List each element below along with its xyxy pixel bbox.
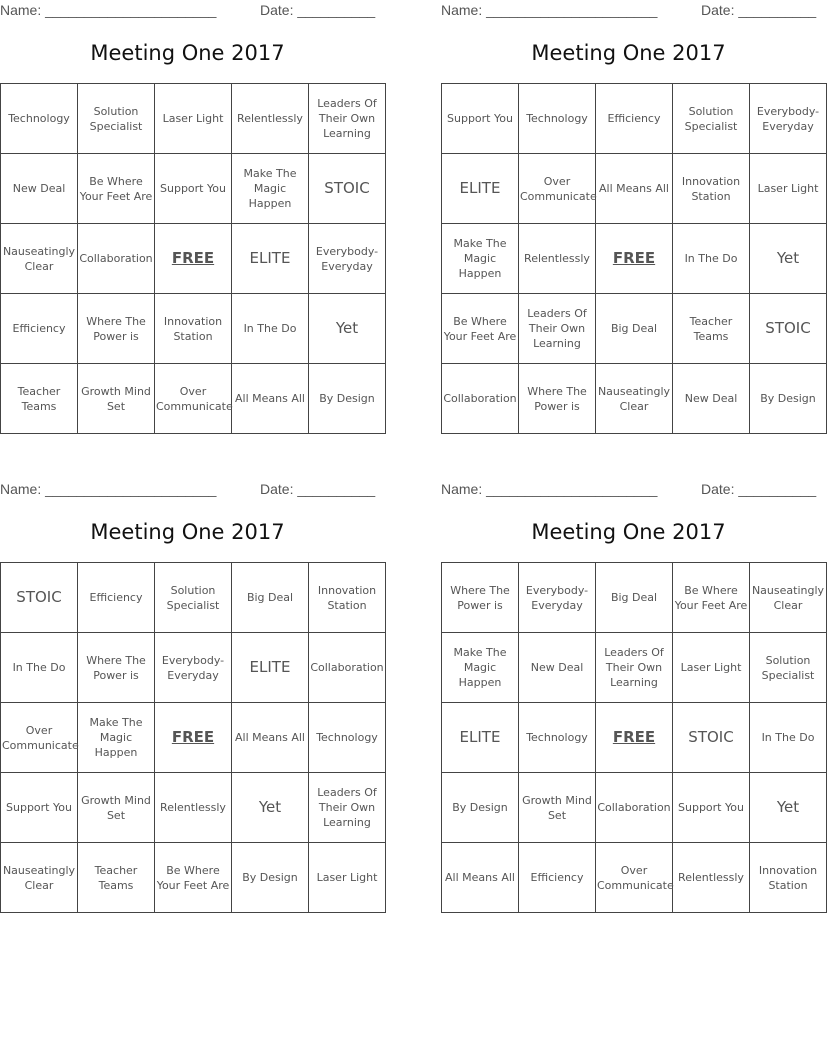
free-space-cell: FREE [155,703,232,773]
bingo-cell: Be Where Your Feet Are [442,294,519,364]
bingo-cell: All Means All [232,364,309,434]
bingo-grid [441,562,827,913]
bingo-cell: Big Deal [596,294,673,364]
bingo-cell: By Design [750,364,827,434]
bingo-cell: Nauseatingly Clear [750,563,827,633]
bingo-cell: By Design [232,843,309,913]
bingo-cell: Collaboration [596,773,673,843]
name-field-label: Name: ______________________ [441,2,658,18]
bingo-cell: Leaders Of Their Own Learning [596,633,673,703]
bingo-cell: Make The Magic Happen [232,154,309,224]
bingo-cell: Yet [309,294,386,364]
bingo-cell: Growth Mind Set [78,364,155,434]
bingo-cell: Relentlessly [519,224,596,294]
name-field-label: Name: ______________________ [441,481,658,497]
bingo-grid [0,562,386,913]
bingo-cell: Collaboration [309,633,386,703]
bingo-cell: In The Do [1,633,78,703]
bingo-cell: Efficiency [78,563,155,633]
bingo-row [442,294,827,364]
bingo-cell: ELITE [442,703,519,773]
bingo-cell: Leaders Of Their Own Learning [309,773,386,843]
bingo-grid [441,83,827,434]
bingo-row [1,843,386,913]
bingo-cell: Big Deal [232,563,309,633]
bingo-cell: Where The Power is [519,364,596,434]
free-space-cell: FREE [596,224,673,294]
bingo-cell: Solution Specialist [750,633,827,703]
bingo-cell: STOIC [673,703,750,773]
bingo-cell: Over Communicate [155,364,232,434]
bingo-row [442,633,827,703]
bingo-row [442,84,827,154]
bingo-row [1,773,386,843]
bingo-cell: Be Where Your Feet Are [78,154,155,224]
bingo-cell: New Deal [1,154,78,224]
bingo-cell: ELITE [442,154,519,224]
card-title: Meeting One 2017 [531,41,726,65]
card-title: Meeting One 2017 [531,520,726,544]
bingo-cell: Laser Light [750,154,827,224]
free-space-cell: FREE [155,224,232,294]
bingo-row [1,84,386,154]
bingo-cell: Yet [232,773,309,843]
bingo-cell: Efficiency [596,84,673,154]
bingo-cell: Yet [750,224,827,294]
bingo-row [1,703,386,773]
bingo-cell: Where The Power is [442,563,519,633]
bingo-cell: Over Communicate [596,843,673,913]
bingo-cell: Growth Mind Set [519,773,596,843]
bingo-card [0,479,384,914]
bingo-cell: Laser Light [309,843,386,913]
bingo-cell: Laser Light [155,84,232,154]
bingo-cell: Teacher Teams [78,843,155,913]
bingo-cell: Innovation Station [155,294,232,364]
bingo-cell: New Deal [673,364,750,434]
name-date-line [441,2,816,20]
bingo-cell: STOIC [750,294,827,364]
bingo-cell: Relentlessly [673,843,750,913]
bingo-cell: Leaders Of Their Own Learning [309,84,386,154]
bingo-cell: All Means All [596,154,673,224]
bingo-cell: Yet [750,773,827,843]
bingo-cell: Technology [519,703,596,773]
bingo-cell: Make The Magic Happen [78,703,155,773]
bingo-row [442,154,827,224]
bingo-row [1,563,386,633]
bingo-cell: Growth Mind Set [78,773,155,843]
name-date-line [441,481,816,499]
bingo-row [1,294,386,364]
bingo-row [442,364,827,434]
name-date-line [0,481,375,499]
name-field-label: Name: ______________________ [0,481,217,497]
bingo-cell: Efficiency [519,843,596,913]
bingo-cell: Support You [155,154,232,224]
bingo-cell: Teacher Teams [1,364,78,434]
bingo-cell: Technology [309,703,386,773]
bingo-row [1,224,386,294]
bingo-cell: Leaders Of Their Own Learning [519,294,596,364]
bingo-cell: All Means All [442,843,519,913]
bingo-row [1,154,386,224]
bingo-cell: Nauseatingly Clear [1,224,78,294]
bingo-grid [0,83,386,434]
bingo-cell: Over Communicate [1,703,78,773]
bingo-row [1,364,386,434]
bingo-cell: Make The Magic Happen [442,633,519,703]
bingo-cell: In The Do [673,224,750,294]
bingo-cell: Solution Specialist [155,563,232,633]
bingo-cell: Innovation Station [750,843,827,913]
bingo-cell: Everybody-Everyday [750,84,827,154]
bingo-row [1,633,386,703]
bingo-cell: Technology [1,84,78,154]
date-field-label: Date: __________ [260,481,376,497]
bingo-cell: Make The Magic Happen [442,224,519,294]
bingo-cell: Everybody-Everyday [519,563,596,633]
bingo-cell: Be Where Your Feet Are [673,563,750,633]
bingo-cell: Innovation Station [309,563,386,633]
bingo-cell: Nauseatingly Clear [596,364,673,434]
bingo-cell: Relentlessly [155,773,232,843]
bingo-card [0,0,379,435]
bingo-cell: By Design [442,773,519,843]
bingo-cell: Relentlessly [232,84,309,154]
bingo-cell: Collaboration [78,224,155,294]
bingo-cell: Support You [1,773,78,843]
bingo-card [441,0,820,435]
bingo-cell: Laser Light [673,633,750,703]
date-field-label: Date: __________ [260,2,376,18]
free-space-cell: FREE [596,703,673,773]
bingo-cell: Nauseatingly Clear [1,843,78,913]
bingo-cell: Efficiency [1,294,78,364]
bingo-cell: All Means All [232,703,309,773]
bingo-cell: Solution Specialist [78,84,155,154]
bingo-cell: Be Where Your Feet Are [155,843,232,913]
date-field-label: Date: __________ [701,481,817,497]
bingo-cell: Solution Specialist [673,84,750,154]
bingo-cell: Teacher Teams [673,294,750,364]
bingo-cell: By Design [309,364,386,434]
name-date-line [0,2,375,20]
bingo-cell: STOIC [309,154,386,224]
bingo-card [441,479,825,914]
bingo-cell: Big Deal [596,563,673,633]
bingo-cell: Support You [442,84,519,154]
bingo-row [442,703,827,773]
bingo-cell: Innovation Station [673,154,750,224]
bingo-cell: Where The Power is [78,294,155,364]
bingo-cell: Where The Power is [78,633,155,703]
bingo-cell: Everybody-Everyday [155,633,232,703]
bingo-row [442,773,827,843]
bingo-cell: STOIC [1,563,78,633]
bingo-cell: Over Communicate [519,154,596,224]
date-field-label: Date: __________ [701,2,817,18]
card-title: Meeting One 2017 [90,520,285,544]
bingo-cell: Support You [673,773,750,843]
bingo-row [442,563,827,633]
bingo-cell: New Deal [519,633,596,703]
bingo-cell: ELITE [232,224,309,294]
bingo-cell: Collaboration [442,364,519,434]
bingo-cell: In The Do [750,703,827,773]
bingo-cell: Everybody-Everyday [309,224,386,294]
name-field-label: Name: ______________________ [0,2,217,18]
bingo-cell: ELITE [232,633,309,703]
card-title: Meeting One 2017 [90,41,285,65]
bingo-cell: In The Do [232,294,309,364]
bingo-row [442,224,827,294]
bingo-cell: Technology [519,84,596,154]
bingo-row [442,843,827,913]
